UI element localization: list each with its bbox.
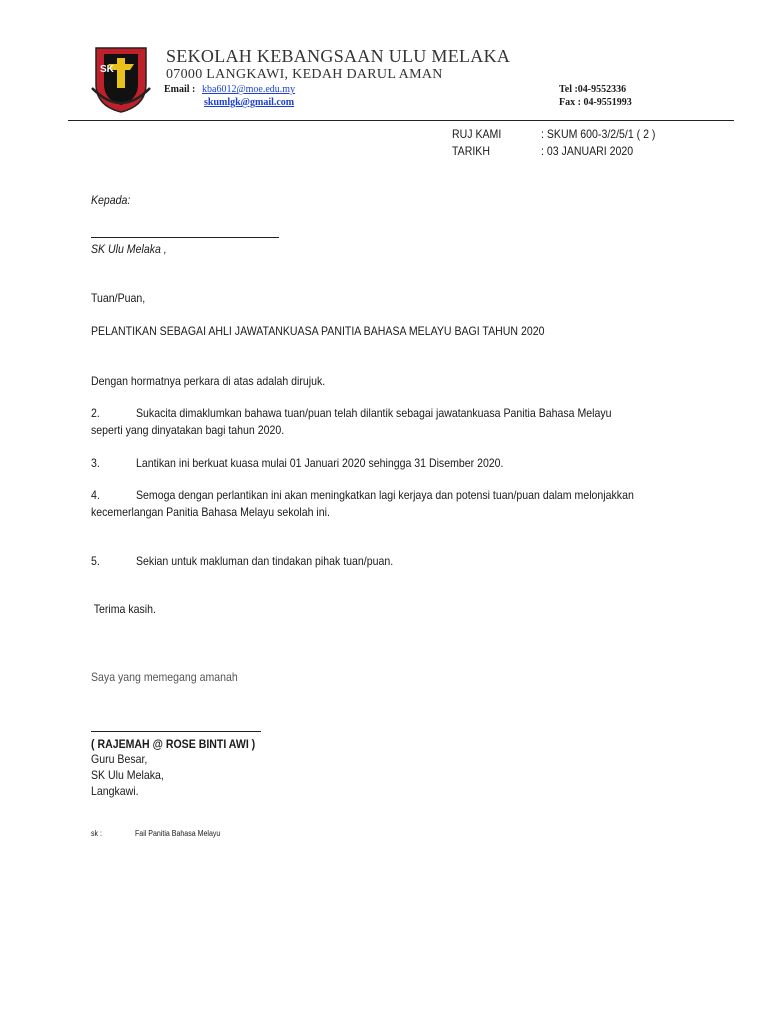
svg-text:SK: SK [100,64,114,75]
paragraph-4-line-2: kecemerlangan Panitia Bahasa Melayu sekolah ini. [91,505,330,519]
tarikh-label: TARIKH [452,144,490,158]
paragraph-5: Sekian untuk makluman dan tindakan pihak tuan/puan. [136,554,394,568]
header-divider [68,120,734,121]
paragraph-3: Lantikan ini berkuat kuasa mulai 01 Januari 2020 sehingga 31 Disember 2020. [136,456,504,470]
signatory-place: Langkawi. [91,784,139,798]
tarikh-value: : 03 JANUARI 2020 [541,144,634,158]
fax-number: Fax : 04-9551993 [559,97,632,108]
signatory-title: Guru Besar, [91,752,148,766]
salutation: Tuan/Puan, [91,291,146,305]
ruj-kami-label: RUJ KAMI [452,127,502,141]
paragraph-2-number: 2. [91,406,100,420]
subject-line: PELANTIKAN SEBAGAI AHLI JAWATANKUASA PANITIA BAHASA MELAYU BAGI TAHUN 2020 [91,324,545,338]
ruj-kami-value: : SKUM 600-3/2/5/1 ( 2 ) [541,127,656,141]
signatory-name: ( RAJEMAH @ ROSE BINTI AWI ) [91,737,256,751]
cc-label: sk : [91,829,102,838]
paragraph-2-line-1: Sukacita dimaklumkan bahawa tuan/puan telah dilantik sebagai jawatankuasa Panitia Bahasa Melayu [136,406,612,420]
signature-amanah: Saya yang memegang amanah [91,670,238,684]
paragraph-2-line-2: seperti yang dinyatakan bagi tahun 2020. [91,423,285,437]
tel-number: Tel :04-9552336 [559,84,627,95]
school-address: 07000 LANGKAWI, KEDAH DARUL AMAN [166,67,443,82]
paragraph-4-number: 4. [91,488,100,502]
paragraph-3-number: 3. [91,456,100,470]
email-link-secondary[interactable]: skumlgk@gmail.com [204,97,295,108]
opening-line: Dengan hormatnya perkara di atas adalah dirujuk. [91,374,326,388]
closing-thanks: Terima kasih. [91,602,156,616]
paragraph-4-line-1: Semoga dengan perlantikan ini akan meningkatkan lagi kerjaya dan potensi tuan/puan dalam melonjakkan [136,488,634,502]
email-label: Email : [164,84,196,95]
school-logo [90,44,152,114]
paragraph-5-number: 5. [91,554,100,568]
signature-line [91,731,261,732]
kepada-label: Kepada: [91,193,131,207]
recipient-name-line [91,237,279,238]
cc-value: Fail Panitia Bahasa Melayu [135,829,221,838]
school-name: SEKOLAH KEBANGSAAN ULU MELAKA [166,46,511,66]
recipient-school: SK Ulu Melaka , [91,242,167,256]
email-link-primary[interactable]: kba6012@moe.edu.my [202,84,296,95]
signatory-school: SK Ulu Melaka, [91,768,164,782]
